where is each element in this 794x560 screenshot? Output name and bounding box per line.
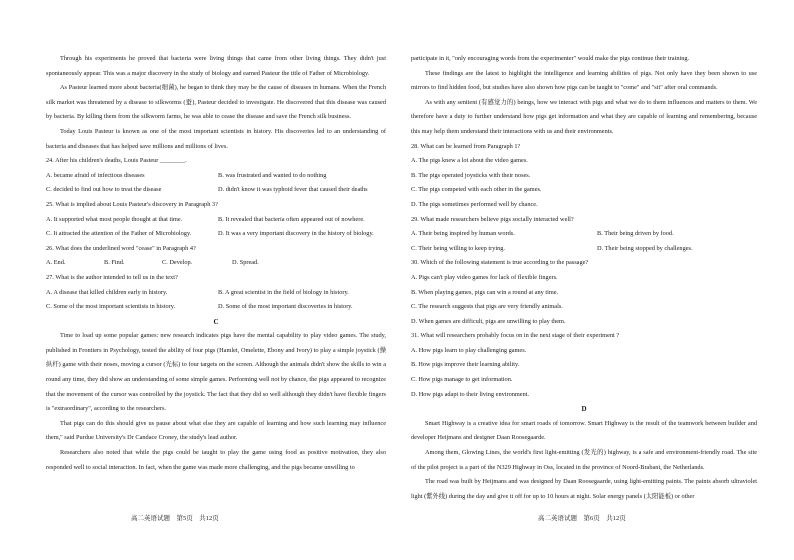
option-b: B. It revealed that bacteria often appeared out of nowhere. — [218, 215, 365, 223]
option-c: C. How pigs manage to get information. — [411, 376, 513, 384]
option-c: C. decided to find out how to treat the disease — [46, 186, 162, 194]
option-a: A. became afraid of infectious diseases — [46, 171, 145, 179]
option-d: D. It was a very important discovery in the history of biology. — [218, 230, 374, 238]
option-d: D. How pigs adapt to their living environment. — [411, 390, 530, 398]
option-a: A. End. — [46, 259, 66, 267]
option-a: A. The pigs knew a lot about the video games. — [411, 157, 528, 165]
option-d: D. Spread. — [232, 259, 259, 267]
question-29-options-row — [411, 242, 757, 257]
question-26-options-row — [46, 256, 386, 271]
paragraph: Smart Highway is a creative idea for smart roads of tomorrow. Smart Highway is the result of the teamwork between builder and developer Heijmans and designer Daan Roosegaarde. — [411, 419, 757, 442]
option-b: B. The pigs operated joysticks with their noses. — [411, 171, 531, 179]
option-b: B. A great scientist in the field of biology in history. — [218, 288, 349, 296]
question-31-stem: 31. What will researchers probably focus on in the next stage of their experiment ? — [411, 332, 620, 340]
question-26-stem: 26. What does the underlined word "cease" in Paragraph 4? — [46, 244, 196, 252]
option-b: B. Their being driven by food. — [597, 230, 674, 238]
option-a: A. A disease that killed children early in history. — [46, 288, 168, 296]
paragraph: Time to load up some popular games: new research indicates pigs have the mental capability to play video games. The study, published in Frontiers in Psychology, tested the ability of four pigs (Hamlet, Omelette, Ebony and Ivory) to play a simple joystick (操纵杆) game with their noses, moving a cursor (光标) to four targets on the screen. Although the animals didn't show the skills to win a round any time, they did show an understanding of some simple games. Performing well not by chance, the pigs appeared to recognize that the movement of the cursor was controlled by the joystick. The fact that they did so well although they didn't have flexible fingers is "extraordinary", according to the researchers. — [46, 332, 386, 413]
question-25-options-row — [46, 227, 386, 242]
paragraph: Researchers also noted that while the pigs could be taught to play the game using food as positive motivation, they also responded well to social interaction. In fact, when the game was made more challenging, and the pigs became unwilling to — [46, 449, 386, 471]
option-a: A. Pigs can't play video games for lack of flexible fingers. — [411, 273, 558, 281]
page-footer-right: 高二英语试题 第6页 共12页 — [538, 515, 626, 522]
option-c: C. The research suggests that pigs are very friendly animals. — [411, 303, 563, 311]
question-24-options-row — [46, 169, 386, 184]
option-d: D. When games are difficult, pigs are unwilling to play them. — [411, 317, 566, 325]
paragraph: participate in it, "only encouraging words from the experimenter" would make the pigs continue their training. — [411, 55, 690, 62]
option-c: C. The pigs competed with each other in the games. — [411, 186, 542, 194]
option-c: C. It attracted the attention of the Father of Microbiology. — [46, 230, 192, 238]
question-29-options-row — [411, 227, 757, 242]
option-b: B. When playing games, pigs can win a round at any time. — [411, 288, 559, 296]
question-30-stem: 30. Which of the following statement is true according to the passage? — [411, 259, 589, 267]
paragraph: Among them, Glowing Lines, the world's first light-emitting (发光的) highway, is a safe and environment-friendly road. The site of the pilot project is a part of the N329 Highway in Oss, located in the province of Noord-Brabant, the Netherlands. — [411, 449, 757, 471]
question-29-stem: 29. What made researchers believe pigs socially interacted well? — [411, 215, 574, 223]
option-c: C. Develop. — [162, 259, 193, 267]
option-a: A. It supported what most people thought at that time. — [46, 215, 183, 223]
option-c: C. Their being willing to keep trying. — [411, 244, 505, 252]
paragraph: These findings are the latest to highlight the intelligence and learning abilities of pigs. Not only have they been shown to use mirrors to find hidden food, but studies have also shown how pigs can be taught to "come" and "sit" after oral commands. — [411, 69, 757, 92]
paragraph: Today Louis Pasteur is known as one of the most important scientists in history. His discoveries led to an understanding of bacteria and diseases that has helped save millions and millions of lives. — [46, 127, 386, 150]
paragraph: As with any sentient (有感觉力的) beings, how we interact with pigs and what we do to them influences and matters to them. We therefore have a duty to further understand how pigs get information and what they are capable of learning and remembering, because this may help them understand their interactions with us and their environments. — [411, 98, 757, 135]
option-a: A. Their being inspired by human words. — [411, 230, 515, 238]
question-25-options-row — [46, 213, 386, 228]
option-b: B. was frustrated and wanted to do nothing — [218, 171, 327, 179]
question-24-stem: 24. After his children's deaths, Louis Pasteur ________. — [46, 157, 187, 165]
section-heading-c: C — [213, 317, 219, 326]
option-d: D. The pigs sometimes performed well by chance. — [411, 200, 538, 208]
paragraph: That pigs can do this should give us pause about what else they are capable of learning and how such learning may influence them," said Purdue University's Dr Candace Croney, the study's lead author. — [46, 419, 386, 442]
question-27-options-row — [46, 300, 386, 315]
option-d: D. didn't know it was typhoid fever that caused their deaths — [218, 186, 368, 194]
paragraph: Through his experiments he proved that bacteria were living things that came from other living things. They didn't just spontaneously appear. This was a major discovery in the study of biology and earned Pasteur the title of Father of Microbiology. — [46, 55, 386, 77]
paragraph: As Pasteur learned more about bacteria(细菌), he began to think they may be the cause of diseases in humans. When the French silk market was threatened by a disease to silkworms (蚕), Pasteur decided to investigate. He discovered that this disease was caused by bacteria. By killing them from the silkworm farms, he was able to cease the disease and save the French silk business. — [46, 84, 386, 121]
paragraph: The road was built by Heijmans and was designed by Daan Roosegaarde, using light-emitting paints. The paints absorb ultraviolet light (紫外线) during the day and give it off for up to 10 hours at night. Solar energy panels (太阳能板) or other — [411, 478, 757, 500]
option-b: B. Find. — [104, 259, 125, 267]
question-27-options-row — [46, 286, 386, 301]
question-25-stem: 25. What is implied about Louis Pasteur's discovery in Paragraph 3? — [46, 200, 218, 208]
section-heading-d: D — [581, 405, 587, 414]
page-footer-left: 高二英语试题 第5页 共12页 — [131, 515, 219, 522]
option-b: B. How pigs improve their learning ability. — [411, 361, 520, 369]
option-c: C. Some of the most important scientists in history. — [46, 303, 176, 311]
right-column — [411, 52, 757, 504]
question-28-stem: 28. What can be learned from Paragraph 1? — [411, 142, 521, 150]
option-d: D. Their being stopped by challenges. — [597, 244, 693, 252]
option-a: A. How pigs learn to play challenging games. — [411, 346, 527, 354]
question-24-options-row — [46, 183, 386, 198]
option-d: D. Some of the most important discoveries in history. — [218, 303, 353, 311]
question-27-stem: 27. What is the author intended to tell us in the text? — [46, 273, 178, 281]
left-column — [46, 52, 386, 475]
